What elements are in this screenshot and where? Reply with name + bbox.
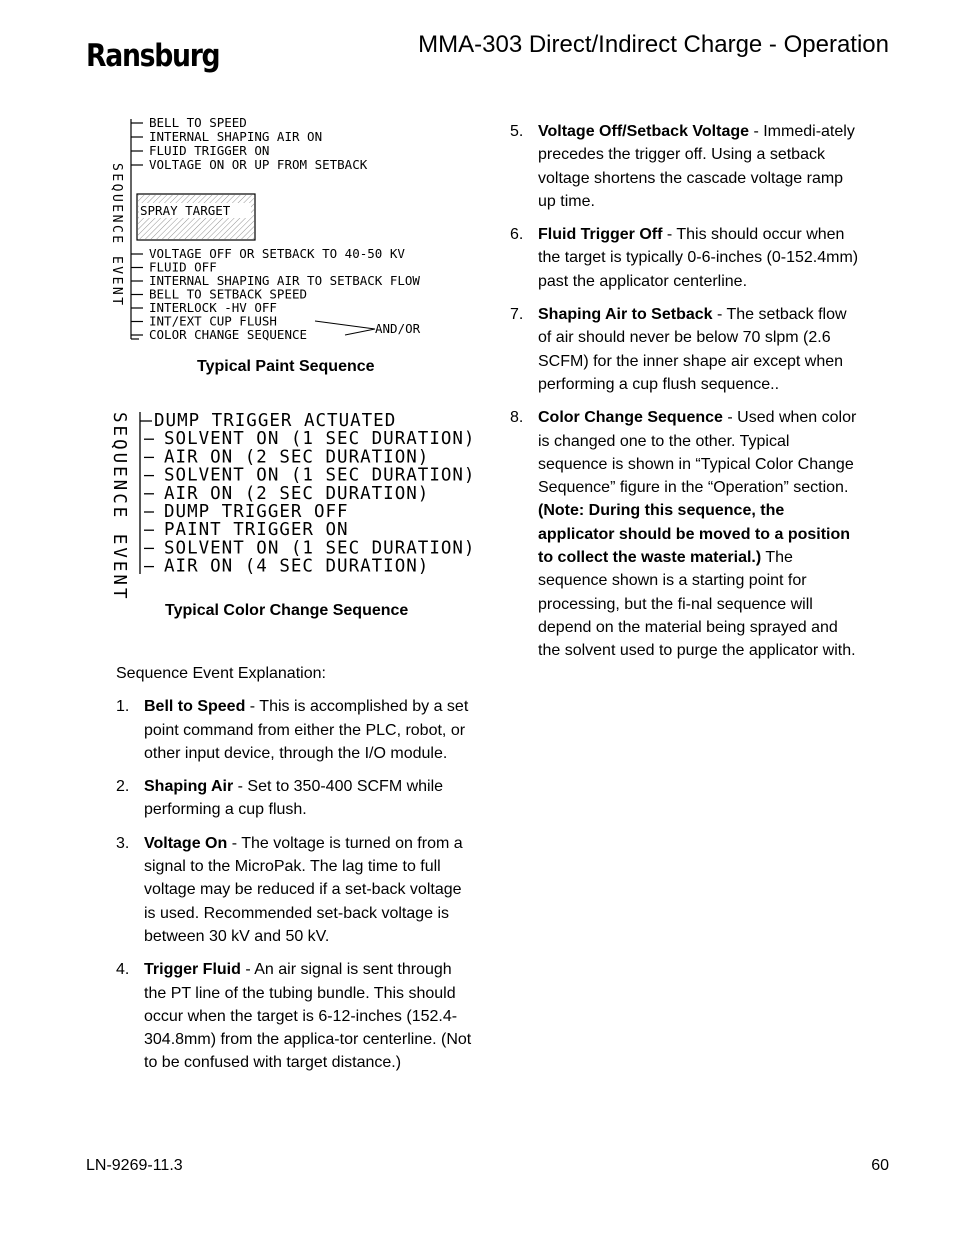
item-term: Shaping Air to Setback [538,306,713,324]
paint-event-label: VOLTAGE OFF OR SETBACK TO 40-50 KV [149,246,405,261]
page-number: 60 [871,1157,889,1174]
explanation-item [510,406,862,662]
item-note: (Note: During this sequence, the applicator should be moved to a position to collect the waste material.) [538,502,851,567]
explanation-item [116,832,476,948]
explanation-intro: Sequence Event Explanation: [116,665,326,682]
item-term: Fluid Trigger Off [538,226,663,244]
page-title: MMA-303 Direct/Indirect Charge - Operation [418,31,889,58]
paint-event-label: FLUID TRIGGER ON [149,143,270,158]
color-event-label: PAINT TRIGGER ON [164,520,349,541]
item-text: - Set to 350-400 SCFM while performing a cup flush. [144,778,444,819]
item-term: Bell to Speed [144,698,246,716]
item-body [144,958,476,1074]
item-body [144,775,476,822]
color-event-label: AIR ON (2 SEC DURATION) [164,447,430,468]
item-text: - Immedi-ately precedes the trigger off. Using a setback voltage shortens the cascade voltage ramp up time. [538,123,855,210]
item-term: Trigger Fluid [144,961,241,979]
paint-sequence-diagram [105,115,485,345]
explanation-item [116,695,476,765]
paint-event-label: COLOR CHANGE SEQUENCE [149,327,308,342]
item-number: 4. [116,961,130,979]
item-term: Shaping Air [144,778,234,796]
color-event-label: SOLVENT ON (1 SEC DURATION) [164,538,476,559]
paint-axis-label: SEQUENCE EVENT [109,163,124,308]
explanation-left-column [116,662,476,1085]
item-body [144,832,476,948]
item-text: - The setback flow of air should never be below 70 slpm (2.6 SCFM) for the inner shape air except when performing a cup flush sequence.. [538,306,847,393]
item-number: 2. [116,778,130,796]
item-number: 5. [510,123,524,140]
explanation-item [510,303,862,396]
and-or-label: AND/OR [375,321,421,336]
item-text: - The voltage is turned on from a signal to the MicroPak. The lag time to full voltage may be reduced if a set-back voltage is used. Recommended set-back voltage is between 30 kV and 50 kV. [144,834,463,945]
paint-event-label: INTERNAL SHAPING AIR TO SETBACK FLOW [149,273,420,288]
paint-event-label: BELL TO SPEED [149,115,247,130]
explanation-right-column [510,120,862,673]
color-event-label: DUMP TRIGGER ACTUATED [154,411,397,431]
item-term: Voltage On [144,834,228,852]
item-body [538,406,862,662]
item-text: - An air signal is sent through the PT line of the tubing bundle. This should occur when the target is 6-12-inches (152.4-304.8mm) from the applica-tor centerline. (Not to be confused with target distance.) [144,961,472,1072]
color-event-label: AIR ON (4 SEC DURATION) [164,556,430,577]
paint-event-label: VOLTAGE ON OR UP FROM SETBACK [149,157,368,172]
paint-event-label: INTERLOCK -HV OFF [149,300,277,315]
color-change-caption: Typical Color Change Sequence [165,602,409,619]
paint-event-label: FLUID OFF [149,259,217,275]
item-text-after: The sequence shown is a starting point for processing, but the fi-nal sequence will depend on the material being sprayed and the solvent used to purge the applicator with. [538,549,856,660]
paint-event-label: BELL TO SETBACK SPEED [149,286,308,302]
color-event-label: SOLVENT ON (1 SEC DURATION) [164,465,476,486]
explanation-item [116,775,476,822]
paint-event-label: INT/EXT CUP FLUSH [149,313,277,329]
color-axis-label: SEQUENCE EVENT [109,412,129,602]
item-text: - This should occur when the target is typically 0-6-inches (0-152.4mm) past the applicator centerline. [538,226,859,290]
paint-event-label: INTERNAL SHAPING AIR ON [149,129,323,144]
item-body [144,695,476,765]
spray-target-label: SPRAY TARGET [140,203,231,218]
item-text: - This is accomplished by a set point command from either the PLC, robot, or other input device, through the I/O module. [144,698,469,762]
item-number: 1. [116,698,130,716]
item-text: - Used when color is changed one to the other. Typical sequence is shown in “Typical Color Change Sequence” figure in the “Operation” section. [538,409,857,497]
item-term: Voltage Off/Setback Voltage [538,123,750,140]
explanation-item [510,120,862,213]
item-term: Color Change Sequence [538,409,723,427]
item-number: 6. [510,226,524,244]
color-event-label: SOLVENT ON (1 SEC DURATION) [164,429,476,450]
item-body [538,223,862,293]
color-event-label: AIR ON (2 SEC DURATION) [164,483,430,504]
color-event-label: DUMP TRIGGER OFF [164,502,349,522]
item-number: 3. [116,834,130,852]
item-number: 8. [510,409,524,427]
document-number: LN-9269-11.3 [86,1157,183,1174]
item-body [538,120,862,213]
paint-sequence-figure [105,115,485,345]
brand-logo: Ransburg [86,38,220,74]
color-change-diagram [108,408,498,602]
paint-sequence-caption: Typical Paint Sequence [197,358,375,375]
explanation-item [510,223,862,293]
color-change-figure [108,408,498,602]
explanation-item [116,958,476,1074]
item-body [538,303,862,396]
item-number: 7. [510,306,524,324]
